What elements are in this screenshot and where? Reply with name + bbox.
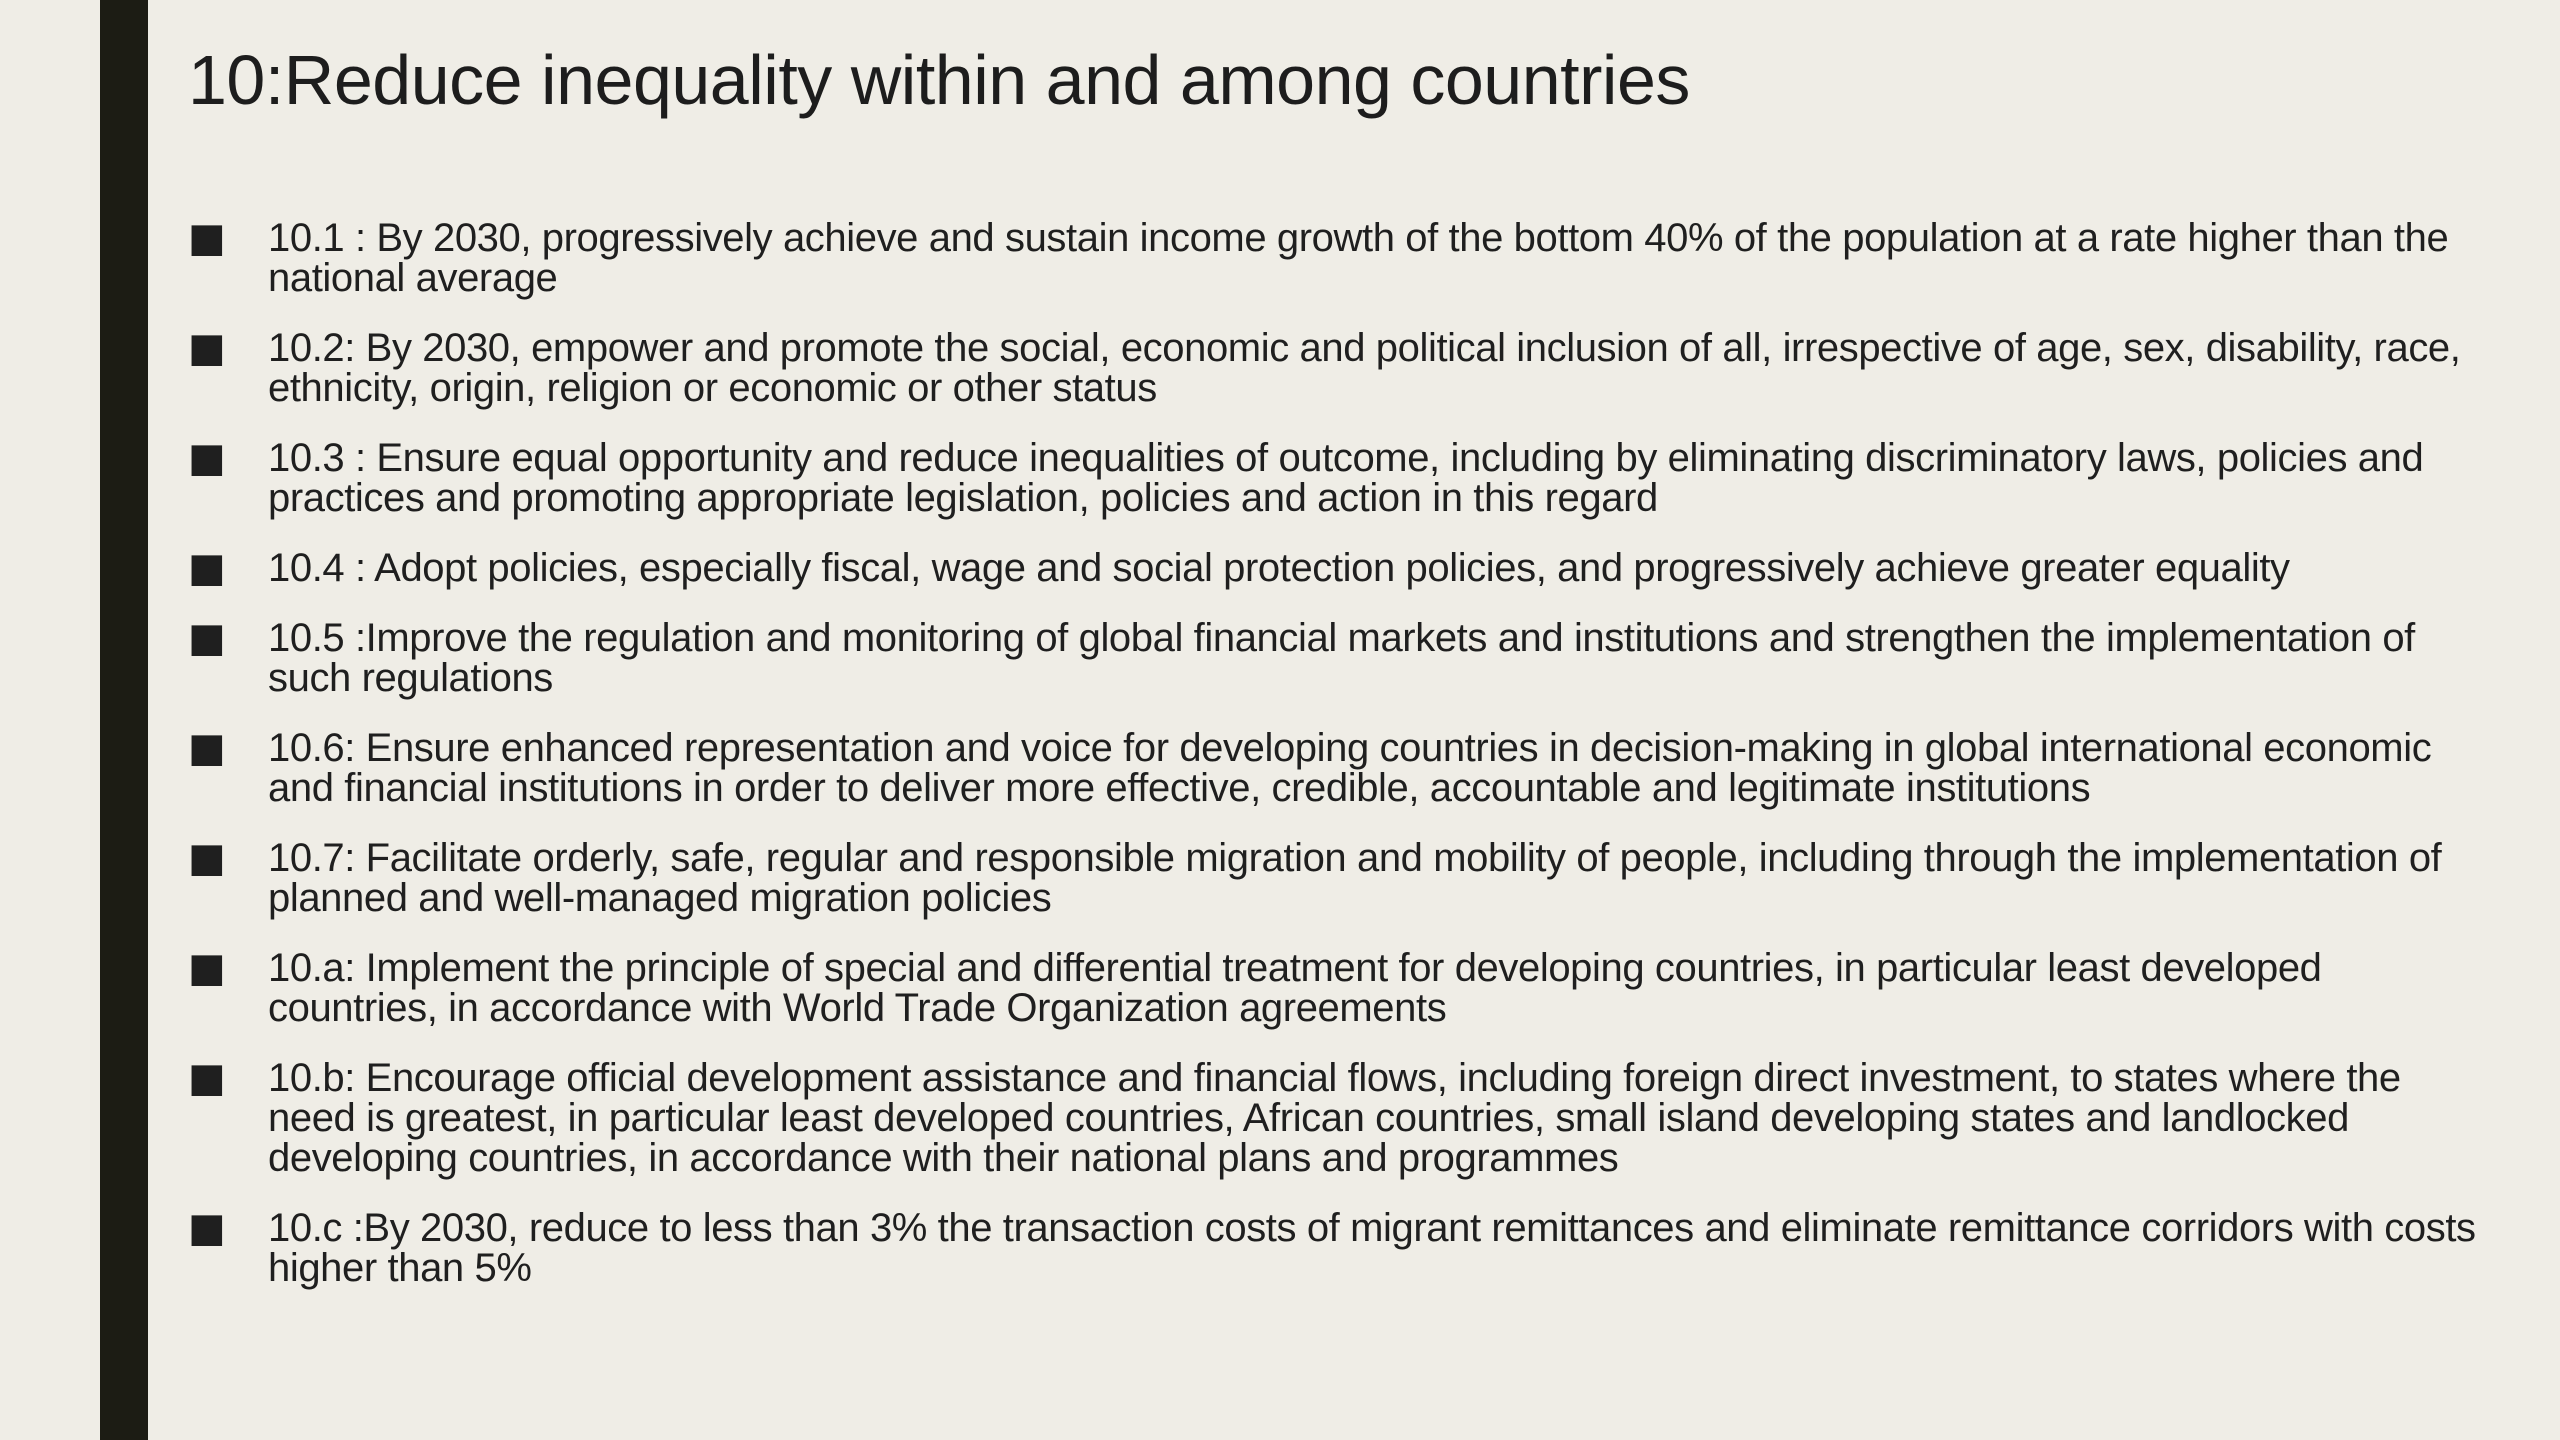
bullet-text: 10.6: Ensure enhanced representation and voice for developing countries in decision-making in global international economic and financial institutions in order to deliver more effective, credible, accountable and legitimate institutions <box>268 726 2432 810</box>
bullet-text: 10.b: Encourage official development assistance and financial flows, including foreign direct investment, to states where the need is greatest, in particular least developed countries, African countries, small island developing states and landlocked developing countries, in accordance with their national plans and programmes <box>268 1056 2401 1180</box>
bullet-item-10-2 <box>188 325 2498 410</box>
bullet-item-10-b <box>188 1055 2498 1180</box>
bullet-list <box>188 215 2498 1318</box>
bullet-item-10-6 <box>188 725 2498 810</box>
square-bullet-icon: ■ <box>188 325 226 371</box>
bullet-item-10-5 <box>188 615 2498 700</box>
square-bullet-icon: ■ <box>188 725 226 771</box>
bullet-text: 10.2: By 2030, empower and promote the social, economic and political inclusion of all, irrespective of age, sex, disability, race, ethnicity, origin, religion or economic or other status <box>268 326 2461 410</box>
bullet-text: 10.1 : By 2030, progressively achieve and sustain income growth of the bottom 40% of the population at a rate higher than the national average <box>268 216 2449 300</box>
bullet-item-10-1 <box>188 215 2498 300</box>
slide-title: 10:Reduce inequality within and among countries <box>188 41 1690 119</box>
bullet-item-10-c <box>188 1205 2498 1290</box>
bullet-text: 10.5 :Improve the regulation and monitoring of global financial markets and institutions and strengthen the implementation of such regulations <box>268 616 2415 700</box>
bullet-text: 10.3 : Ensure equal opportunity and reduce inequalities of outcome, including by eliminating discriminatory laws, policies and practices and promoting appropriate legislation, policies and action in this regard <box>268 436 2424 520</box>
square-bullet-icon: ■ <box>188 545 226 591</box>
square-bullet-icon: ■ <box>188 215 226 261</box>
square-bullet-icon: ■ <box>188 1205 226 1251</box>
bullet-text: 10.a: Implement the principle of special and differential treatment for developing countries, in particular least developed countries, in accordance with World Trade Organization agreements <box>268 946 2322 1030</box>
bullet-item-10-4 <box>188 545 2498 591</box>
square-bullet-icon: ■ <box>188 835 226 881</box>
bullet-item-10-3 <box>188 435 2498 520</box>
bullet-text: 10.c :By 2030, reduce to less than 3% the transaction costs of migrant remittances and eliminate remittance corridors with costs higher than 5% <box>268 1206 2476 1290</box>
accent-bar <box>100 0 148 1440</box>
square-bullet-icon: ■ <box>188 945 226 991</box>
square-bullet-icon: ■ <box>188 615 226 661</box>
square-bullet-icon: ■ <box>188 1055 226 1101</box>
square-bullet-icon: ■ <box>188 435 226 481</box>
bullet-text: 10.7: Facilitate orderly, safe, regular and responsible migration and mobility of people, including through the implementation of planned and well-managed migration policies <box>268 836 2442 920</box>
bullet-item-10-a <box>188 945 2498 1030</box>
bullet-text: 10.4 : Adopt policies, especially fiscal, wage and social protection policies, and progressively achieve greater equality <box>268 546 2290 590</box>
bullet-item-10-7 <box>188 835 2498 920</box>
